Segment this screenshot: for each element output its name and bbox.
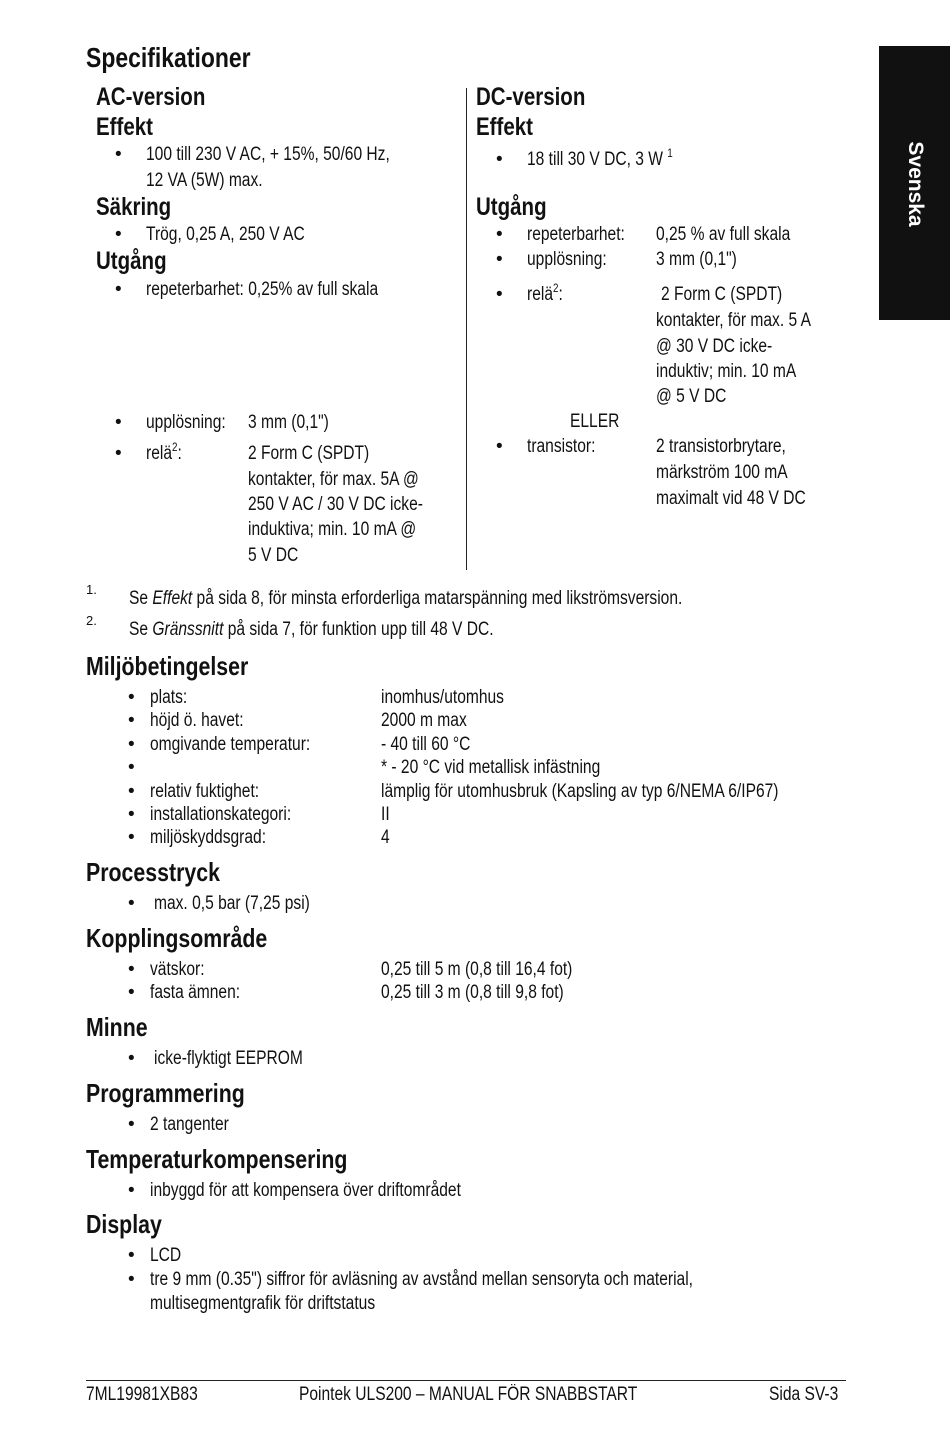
ac-utgang-heading: Utgång [96,247,167,275]
dc-transistor-line: maximalt vid 48 V DC [656,488,806,509]
dc-rela-line: induktiv; min. 10 mA [656,361,797,382]
ac-heading: AC-version [96,83,206,111]
bullet: • [496,149,503,170]
bullet: • [496,436,503,457]
ac-sakring-item: Trög, 0,25 A, 250 V AC [146,224,305,245]
bullet: • [128,734,135,755]
ac-effekt-line2: 12 VA (5W) max. [146,170,263,191]
bullet: • [128,1245,135,1266]
bullet: • [496,284,503,305]
programmering-heading: Programmering [86,1078,245,1108]
dc-transistor-line: 2 transistorbrytare, [656,436,786,457]
footnote-number: 1. [86,582,97,597]
footnote-number: 2. [86,613,97,628]
miljo-value: II [381,804,390,825]
bullet: • [128,781,135,802]
bullet: • [496,249,503,270]
dc-upplosning-label: upplösning: [527,249,607,270]
footer-doc-id: 7ML19981XB83 [86,1384,198,1405]
temperatur-heading: Temperaturkompensering [86,1144,348,1174]
minne-item: icke-flyktigt EEPROM [154,1048,303,1069]
footer-title: Pointek ULS200 – MANUAL FÖR SNABBSTART [299,1384,638,1405]
dc-rela-line: @ 5 V DC [656,386,727,407]
bullet: • [128,1048,135,1069]
ac-sakring-heading: Säkring [96,193,172,221]
bullet: • [128,893,135,914]
dc-utgang-heading: Utgång [476,193,547,221]
ac-rela-label: relä$^2$: [146,440,182,464]
dc-heading: DC-version [476,83,586,111]
miljo-label: omgivande temperatur: [150,734,311,755]
bullet: • [128,1114,135,1135]
koppling-heading: Kopplingsområde [86,923,268,953]
ac-rela-line: 2 Form C (SPDT) [248,443,370,464]
bullet: • [128,710,135,731]
bullet: • [496,224,503,245]
footnote-2: Se Gränssnitt på sida 7, för funktion upp till 48 V DC. [129,619,494,640]
bullet: • [128,757,135,778]
bullet: • [115,412,122,433]
minne-heading: Minne [86,1012,148,1042]
ac-effekt-heading: Effekt [96,113,153,141]
language-tab [879,46,950,320]
miljo-value: * - 20 °C vid metallisk infästning [381,757,601,778]
processtryck-heading: Processtryck [86,857,220,887]
miljo-value: lämplig för utomhusbruk (Kapsling av typ 6/NEMA 6/IP67) [381,781,779,802]
ac-repeterbarhet: repeterbarhet: 0,25% av full skala [146,279,379,300]
bullet: • [128,1180,135,1201]
bullet: • [115,224,122,245]
processtryck-item: max. 0,5 bar (7,25 psi) [154,893,310,914]
miljo-label: miljöskyddsgrad: [150,827,267,848]
dc-rela-label: relä$^2$: [527,281,563,305]
bullet: • [115,443,122,464]
miljo-value: 2000 m max [381,710,467,731]
dc-effekt-heading: Effekt [476,113,533,141]
miljo-label: installationskategori: [150,804,292,825]
dc-effekt-item: 18 till 30 V DC, 3 W $^1$ [527,146,673,170]
miljo-label: relativ fuktighet: [150,781,260,802]
footnote-1: Se Effekt på sida 8, för minsta erforderliga matarspänning med likströmsversion. [129,588,683,609]
column-divider [466,88,467,570]
display-heading: Display [86,1209,162,1239]
dc-transistor-line: märkström 100 mA [656,462,788,483]
bullet: • [128,804,135,825]
bullet: • [128,959,135,980]
bullet: • [128,827,135,848]
ac-rela-line: 5 V DC [248,545,299,566]
display-item: tre 9 mm (0.35") siffror för avläsning av avstånd mellan sensoryta och material, [150,1269,693,1290]
koppling-value: 0,25 till 3 m (0,8 till 9,8 fot) [381,982,564,1003]
dc-repeterbarhet-label: repeterbarhet: [527,224,625,245]
bullet: • [115,279,122,300]
dc-rela-line: @ 30 V DC icke- [656,336,773,357]
dc-repeterbarhet-value: 0,25 % av full skala [656,224,791,245]
ac-effekt-line1: 100 till 230 V AC, + 15%, 50/60 Hz, [146,144,390,165]
display-item: LCD [150,1245,182,1266]
footer-page: Sida SV-3 [769,1384,839,1405]
bullet: • [115,144,122,165]
page-title: Specifikationer [86,42,251,73]
koppling-value: 0,25 till 5 m (0,8 till 16,4 fot) [381,959,573,980]
ac-rela-line: kontakter, för max. 5A @ [248,469,419,490]
miljo-value: 4 [381,827,390,848]
ac-upplosning-value: 3 mm (0,1") [248,412,329,433]
dc-transistor-label: transistor: [527,436,596,457]
language-tab-label: Svenska [903,141,927,227]
ac-rela-line: induktiva; min. 10 mA @ [248,519,417,540]
miljo-value: - 40 till 60 °C [381,734,471,755]
programmering-item: 2 tangenter [150,1114,229,1135]
dc-eller: ELLER [570,411,620,432]
dc-rela-line: kontakter, för max. 5 A [656,310,812,331]
koppling-label: vätskor: [150,959,205,980]
ac-upplosning-label: upplösning: [146,412,226,433]
footer-rule [86,1380,846,1381]
miljo-heading: Miljöbetingelser [86,651,249,681]
miljo-label: höjd ö. havet: [150,710,244,731]
dc-upplosning-value: 3 mm (0,1") [656,249,737,270]
bullet: • [128,982,135,1003]
dc-rela-line: 2 Form C (SPDT) [661,284,783,305]
display-item-cont: multisegmentgrafik för driftstatus [150,1293,376,1314]
bullet: • [128,1269,135,1290]
ac-rela-line: 250 V AC / 30 V DC icke- [248,494,423,515]
temperatur-item: inbyggd för att kompensera över driftområdet [150,1180,461,1201]
bullet: • [128,687,135,708]
miljo-value: inomhus/utomhus [381,687,504,708]
miljo-label: plats: [150,687,188,708]
koppling-label: fasta ämnen: [150,982,241,1003]
